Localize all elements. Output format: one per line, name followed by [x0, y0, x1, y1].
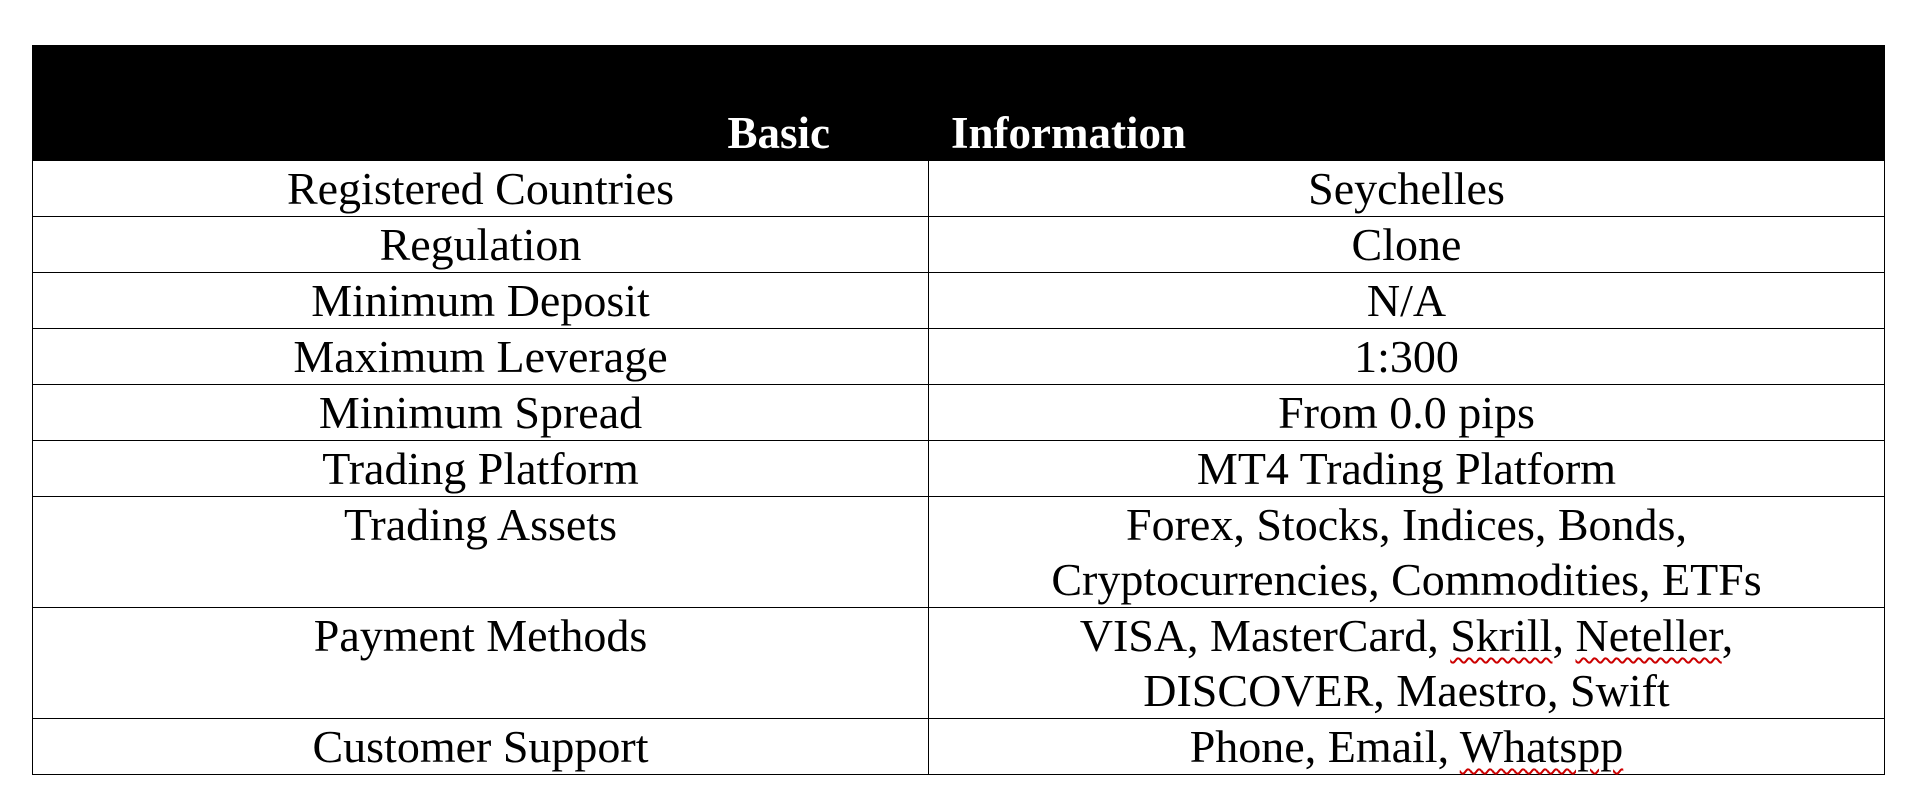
table-row [33, 719, 1885, 775]
row-label: Regulation [33, 217, 929, 273]
value-line [929, 608, 1884, 663]
table-row [33, 441, 1885, 497]
value-line: DISCOVER, Maestro, Swift [1143, 665, 1670, 716]
info-table-container [32, 45, 1884, 775]
info-table [32, 45, 1885, 775]
value-text: , [1552, 610, 1576, 661]
table-row [33, 273, 1885, 329]
misspelled-word: Neteller [1575, 610, 1722, 661]
row-label: Minimum Spread [33, 385, 929, 441]
row-value: 1:300 [929, 329, 1885, 385]
table-row [33, 497, 1885, 608]
row-label: Customer Support [33, 719, 929, 775]
row-value [929, 608, 1885, 719]
row-value [929, 497, 1885, 608]
row-value: Clone [929, 217, 1885, 273]
value-line: Cryptocurrencies, Commodities, ETFs [1051, 554, 1762, 605]
row-label: Registered Countries [33, 161, 929, 217]
row-value: From 0.0 pips [929, 385, 1885, 441]
row-value: MT4 Trading Platform [929, 441, 1885, 497]
header-information: Information [929, 46, 1885, 161]
value-text: Phone, Email, [1189, 721, 1460, 772]
table-row [33, 329, 1885, 385]
value-line: Forex, Stocks, Indices, Bonds, [1126, 499, 1687, 550]
row-label: Minimum Deposit [33, 273, 929, 329]
value-text: , [1721, 610, 1734, 661]
row-label: Trading Assets [33, 497, 929, 608]
row-label: Maximum Leverage [33, 329, 929, 385]
header-row [33, 46, 1885, 161]
row-value: N/A [929, 273, 1885, 329]
table-row [33, 608, 1885, 719]
row-label: Trading Platform [33, 441, 929, 497]
header-basic: Basic [33, 46, 929, 161]
row-value: Seychelles [929, 161, 1885, 217]
misspelled-word: Skrill [1450, 610, 1553, 661]
value-text: VISA, MasterCard, [1079, 610, 1451, 661]
table-row [33, 385, 1885, 441]
table-row [33, 217, 1885, 273]
row-value [929, 719, 1885, 775]
row-label: Payment Methods [33, 608, 929, 719]
misspelled-word: Whatspp [1459, 721, 1624, 772]
table-row [33, 161, 1885, 217]
